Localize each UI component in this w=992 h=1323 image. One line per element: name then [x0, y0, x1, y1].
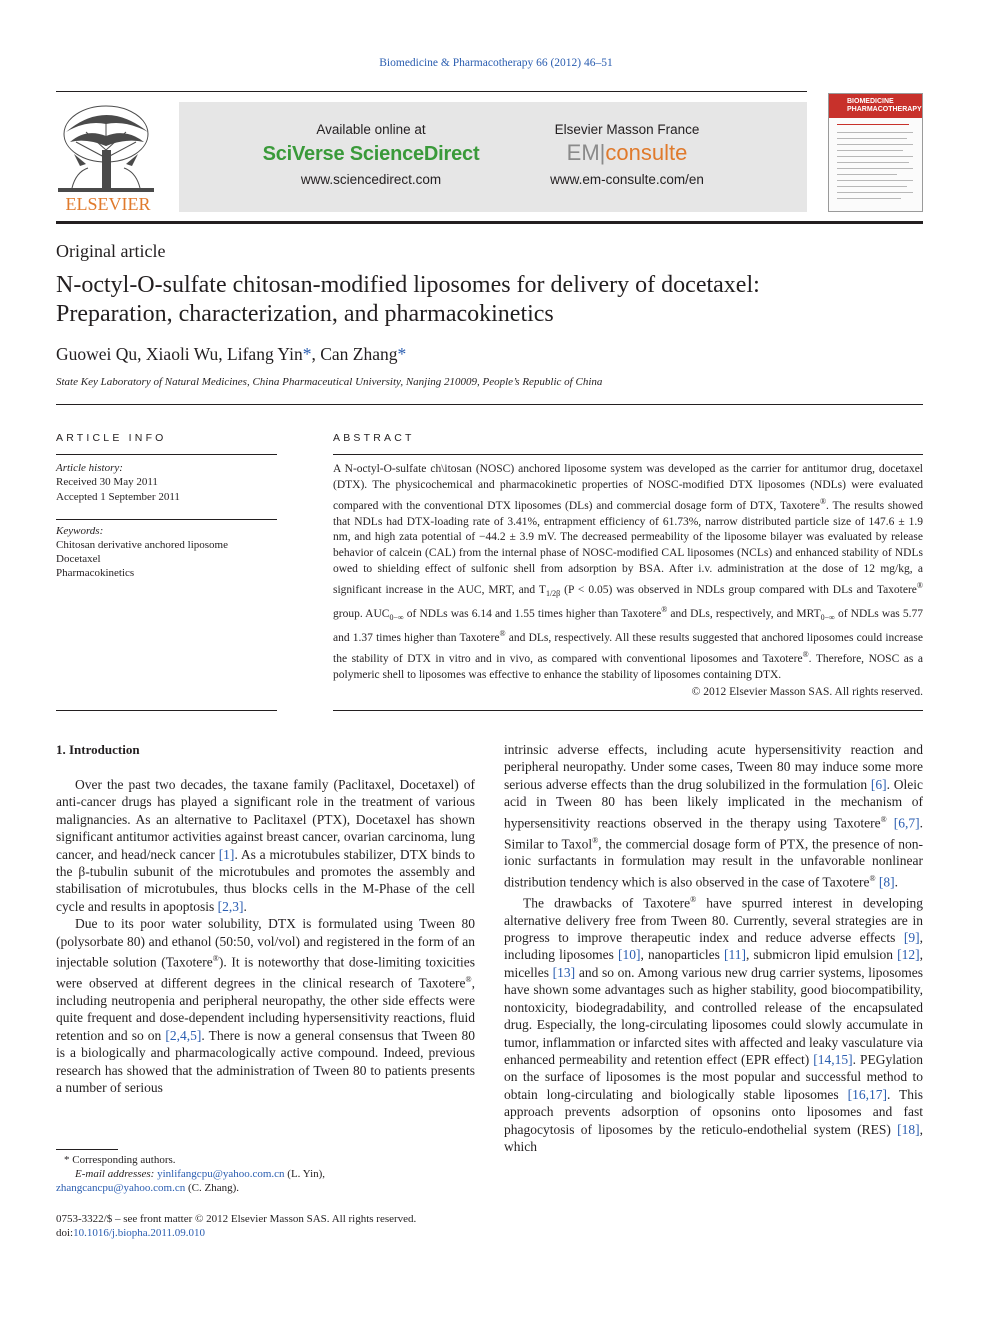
- author-name[interactable]: Lifang Yin: [227, 344, 303, 364]
- cover-line: [837, 156, 913, 157]
- paragraph: Due to its poor water solubility, DTX is formulated using Tween 80 (polysorbate 80) and ethanol (50:50, vol/vol) and registered in the form of an injectable solution (Taxotere®). It is noteworthy that dose-limiting toxicities were observed at different degrees in the clinical research of Taxotere®, including neutropenia and peripheral neuropathy, the other side effects were quite frequent and dose-dependent including hypersensitivity reactions, fluid retention and so on [2,4,5]. There is now a general consensus that Tween 80 is a biologically and pharmacologically active compound. Indeed, previous research has showed that the administration of Tween 80 to patients presents a number of serious: [56, 916, 476, 1095]
- corresponding-author-marker[interactable]: *: [397, 344, 407, 364]
- header-divider: [56, 91, 807, 92]
- cover-title: BIOMEDICINE PHARMACOTHERAPY: [847, 98, 922, 113]
- citation-link[interactable]: [13]: [552, 964, 576, 980]
- abstract-divider: [333, 454, 923, 455]
- available-online-label: Available online at: [316, 122, 426, 137]
- journal-cover-thumbnail[interactable]: [828, 93, 923, 212]
- cover-line: [837, 138, 907, 139]
- keyword-item: Docetaxel: [56, 553, 101, 565]
- keyword-item: Pharmacokinetics: [56, 567, 135, 579]
- author-name[interactable]: Can Zhang: [320, 344, 398, 364]
- received-date: Received 30 May 2011: [56, 476, 158, 488]
- cover-line: [837, 180, 913, 181]
- affiliation-divider: [56, 404, 923, 405]
- citation-link[interactable]: [9]: [903, 930, 920, 946]
- elsevier-logo: [56, 102, 160, 214]
- elsevier-wordmark: ELSEVIER: [65, 194, 151, 214]
- abstract-heading: ABSTRACT: [333, 432, 415, 444]
- cover-line: [837, 132, 913, 133]
- cover-line: [837, 144, 913, 145]
- citation-link[interactable]: [12]: [897, 947, 920, 963]
- email-label: E-mail addresses:: [75, 1168, 155, 1180]
- emconsulte-block[interactable]: [497, 122, 757, 187]
- emconsulte-brand: EM|consulte: [566, 140, 688, 165]
- corresponding-authors-footnote: * Corresponding authors.: [64, 1154, 176, 1166]
- keyword-item: Chitosan derivative anchored liposome: [56, 539, 228, 551]
- email-link[interactable]: yinlifangcpu@yahoo.com.cn: [157, 1168, 285, 1180]
- cover-line: [837, 168, 913, 169]
- cover-line: [837, 162, 909, 163]
- citation-link[interactable]: [18]: [897, 1121, 920, 1137]
- corresponding-author-marker[interactable]: *: [302, 344, 312, 364]
- cover-line: [837, 124, 909, 125]
- citation-link[interactable]: [14,15]: [813, 1051, 853, 1067]
- email-footnote: [56, 1182, 239, 1194]
- footnote-divider: [56, 1149, 118, 1150]
- email-owner: (L. Yin),: [284, 1168, 326, 1180]
- paragraph: intrinsic adverse effects, including acute hypersensitivity reaction and peripheral neuropathy. Under some cases, Tween 80 may induce some more serious adverse effects than the drug solubilized in the formulation [6]. Oleic acid in Tween 80 has been likely implicated in the mechanism of hypersensitivity reactions observed in the therapy using Taxotere® [6,7]. Similar to Taxol®, the commercial dosage form of PTX, the presence of non-ionic surfactants in formulation may result in the unfavorable nonlinear distribution tendency which is also observed in the case of Taxotere® [8].: [504, 742, 923, 890]
- article-history-label: Article history:: [56, 462, 123, 474]
- header-thick-divider: [56, 221, 923, 224]
- email-footnote: [75, 1168, 325, 1180]
- body-column-left: [56, 776, 475, 1096]
- sciencedirect-brand: SciVerse ScienceDirect: [262, 143, 480, 165]
- elsevier-masson-label: Elsevier Masson France: [554, 122, 700, 137]
- keywords-divider: [56, 519, 277, 520]
- citation-link[interactable]: [2,3]: [217, 898, 244, 914]
- article-info-heading: ARTICLE INFO: [56, 432, 167, 444]
- article-info-end-divider: [56, 710, 277, 711]
- paragraph: Over the past two decades, the taxane family (Paclitaxel, Docetaxel) of anti-cancer drugs has played a significant role in the treatment of various malignancies. As an alternative to Paclitaxel (PTX), Docetaxel has shown significant antitumor activities against breast cancer, ovarian carcinoma, lung cancer, and head/neck cancer [1]. As a microtubules stabilizer, DTX binds to the β-tubulin subunit of the microtubules and promotes the assembly and stabilisation of microtubules, thus blocks cells in the M-Phase of the cell cycle and results in apoptosis [2,3].: [56, 777, 475, 914]
- citation-link[interactable]: [11]: [724, 947, 747, 963]
- abstract-end-divider: [333, 710, 923, 711]
- citation-link[interactable]: [16,17]: [847, 1086, 887, 1102]
- body-column-right: [504, 741, 923, 1155]
- author-name[interactable]: Xiaoli Wu,: [145, 344, 223, 364]
- email-owner: (C. Zhang).: [185, 1182, 240, 1194]
- issn-line: 0753-3322/$ – see front matter © 2012 Elsevier Masson SAS. All rights reserved.: [56, 1213, 417, 1225]
- cover-line: [837, 186, 907, 187]
- doi-label: doi:: [56, 1227, 74, 1239]
- emconsulte-word: consulte: [605, 140, 688, 165]
- citation-link[interactable]: [1]: [218, 846, 235, 862]
- paragraph: The drawbacks of Taxotere® have spurred interest in developing alternative delivery free from Tween 80. Currently, several strategies are in progress to improve therapeutic index and reduce adverse effects [9], including liposomes [10], nanoparticles [11], submicron lipid emulsion [12], micelles [13] and so on. Among various new drug carrier systems, liposomes have shown some advantages such as higher stability, good biocompatibility, nontoxicity, biodegradability, and controlled release of the encapsulated drug. Especially, the long-circulating liposomes could slowly accumulate in tumor, inflammation or infarcted sites with affected and leaky vasculature via enhanced permeability and retention effect (EPR effect) [14,15]. PEGylation on the surface of liposomes is the most popular and successful method to obtain long-circulating and biologically stable liposomes [16,17]. This approach prevents adsorption of opsonins onto liposomes and fast phagocytosis of liposomes by the reticulo-endothelial system (RES) [18], which: [504, 894, 924, 1154]
- citation-link[interactable]: [2,4,5]: [165, 1027, 202, 1043]
- article-info-divider: [56, 454, 277, 455]
- online-availability-banner: [179, 102, 807, 212]
- citation-link[interactable]: [10]: [617, 947, 641, 963]
- abstract-copyright: © 2012 Elsevier Masson SAS. All rights reserved.: [691, 686, 923, 698]
- doi-line: [56, 1227, 205, 1239]
- abstract-text: A N-octyl-O-sulfate ch\itosan (NOSC) anchored liposome system was developed as the carrier for antitumor drug, docetaxel (DTX). The physicochemical and pharmacokinetic properties of NOSC-modified DTX liposomes (NDLs) were evaluated compared with the conventional DTX liposomes (DLs) and commercial dosage form of DTX, Taxotere®. The results showed that NDLs had DTX-loading rate of 3.41%, entrapment efficiency of 61.73%, narrow distributed particle size of 147.6 ± 1.9 nm, and high zata potential of −44.2 ± 3.9 mV. The decreased permeability of the liposome bilayer was evaluated by release behavior of calcein (CAL) from the internal phase of NOSC-modified CAL liposomes (NCLs) and enhanced stability of NDLs owed to shielding effect of sulfonic shell from adsorption by BSA. After i.v. administration at the dose of 12 mg/kg, a significant increase in the AUC, MRT, and $T_{1/2\beta}$ (P < 0.05) was observed in NDLs group compared with DLs and Taxotere® group. $AUC_{0-\infty}$ of NDLs was 6.14 and 1.55 times higher than Taxotere® and DLs, respectively, and $MRT_{0-\infty}$ of NDLs was 5.77 and 1.37 times higher than Taxotere® and DLs, respectively. All these results suggested that anchored liposomes could increase the stability of DTX in vitro and in vivo, as compared with conventional liposomes and Taxotere®. Therefore, NOSC as a polymeric shell to liposomes was effective to enhance the stability of liposomes containing DTX.: [333, 463, 924, 681]
- author-list: Guowei Qu, Xiaoli Wu, Lifang Yin*, Can Zhang*: [56, 344, 407, 364]
- cover-line: [837, 198, 901, 199]
- article-type: Original article: [56, 241, 166, 261]
- email-link[interactable]: zhangcancpu@yahoo.com.cn: [56, 1182, 186, 1194]
- citation-link[interactable]: [8]: [878, 874, 895, 890]
- citation-link[interactable]: [6,7]: [893, 815, 920, 831]
- emconsulte-em: EM: [566, 140, 600, 165]
- sciencedirect-url[interactable]: www.sciencedirect.com: [300, 172, 442, 187]
- keywords-label: Keywords:: [56, 525, 104, 537]
- citation-link[interactable]: [6]: [870, 776, 887, 792]
- cover-line: [837, 192, 913, 193]
- affiliation: State Key Laboratory of Natural Medicines, China Pharmaceutical University, Nanjing 210009, People’s Republic of China: [56, 376, 603, 388]
- cover-line: [837, 174, 897, 175]
- journal-citation-link[interactable]: Biomedicine & Pharmacotherapy 66 (2012) 46–51: [379, 57, 613, 69]
- emconsulte-url[interactable]: www.em-consulte.com/en: [550, 172, 704, 187]
- title-line-1: N-octyl-O-sulfate chitosan-modified liposomes for delivery of docetaxel:: [56, 272, 760, 298]
- author-name[interactable]: Guowei Qu,: [56, 344, 142, 364]
- accepted-date: Accepted 1 September 2011: [56, 491, 180, 503]
- doi-link[interactable]: 10.1016/j.biopha.2011.09.010: [73, 1227, 206, 1239]
- cover-line: [837, 150, 903, 151]
- sciencedirect-block[interactable]: [241, 122, 501, 187]
- title-line-2: Preparation, characterization, and pharmacokinetics: [56, 301, 554, 327]
- section-heading-introduction: 1. Introduction: [56, 742, 140, 757]
- article-title: [56, 271, 916, 329]
